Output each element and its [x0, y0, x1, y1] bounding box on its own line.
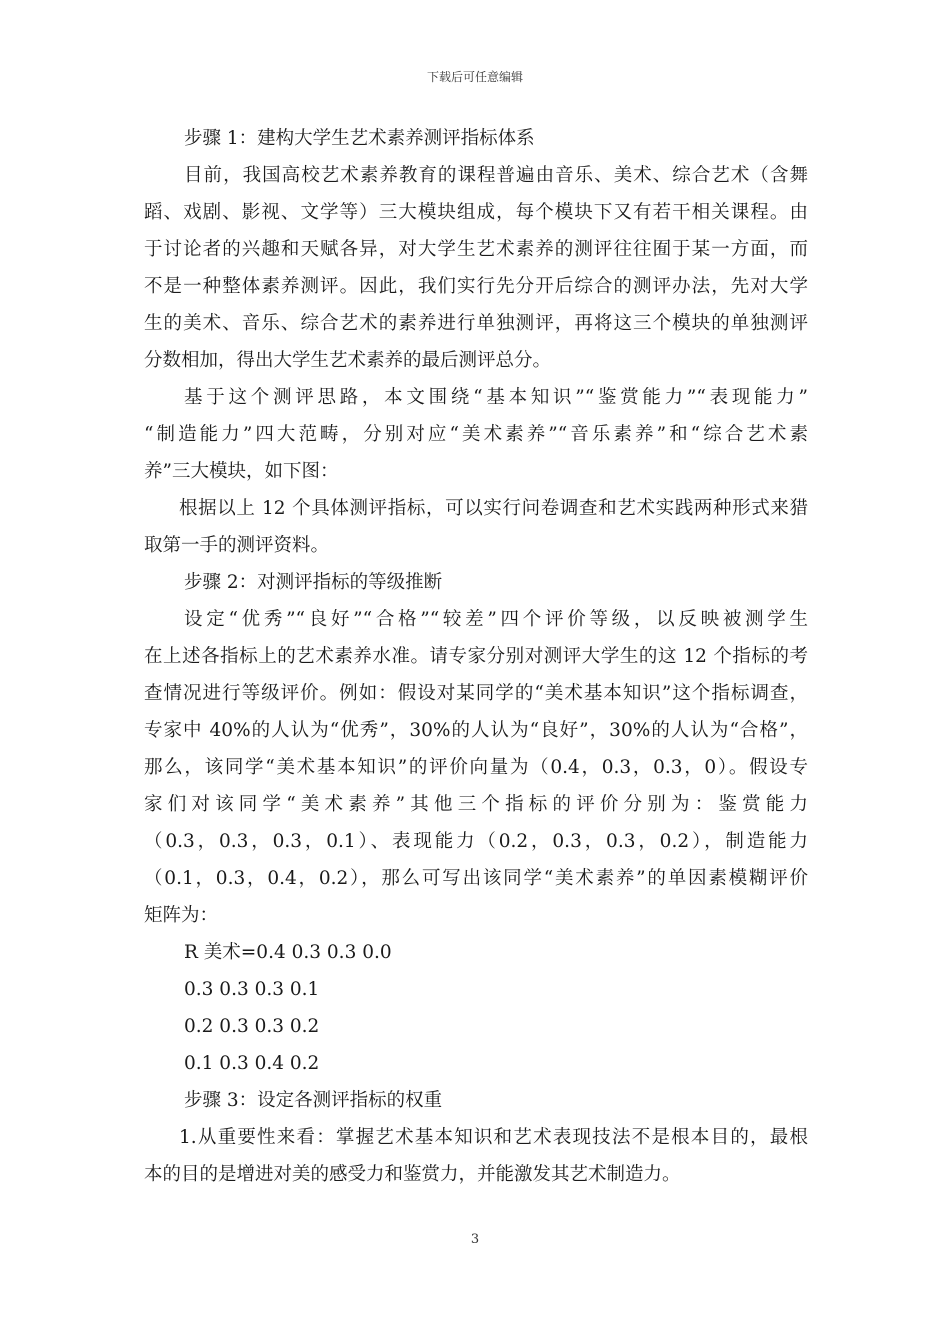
page-header-note: 下载后可任意编辑 — [426, 70, 523, 84]
matrix-row: R 美术=0.4 0.3 0.3 0.0 — [184, 942, 392, 963]
matrix-row: 0.3 0.3 0.3 0.1 — [184, 979, 320, 1000]
paragraph-line: 1.从重要性来看：掌握艺术基本知识和艺术表现技法不是根本目的，最根 — [179, 1127, 808, 1148]
page-number: 3 — [470, 1232, 480, 1247]
matrix-row: 0.2 0.3 0.3 0.2 — [184, 1016, 320, 1037]
matrix-row: 0.1 0.3 0.4 0.2 — [184, 1053, 320, 1074]
paragraph-line: 不是一种整体素养测评。因此，我们实行先分开后综合的测评办法，先对大学 — [144, 276, 808, 297]
paragraph-line: 生的美术、音乐、综合艺术的素养进行单独测评，再将这三个模块的单独测评 — [144, 313, 808, 334]
paragraph-line: 设定“优秀”“良好”“合格”“较差”四个评价等级，以反映被测学生 — [184, 609, 808, 630]
paragraph-line: 矩阵为： — [144, 905, 219, 926]
paragraph-line: （0.3，0.3，0.3，0.1）、表现能力（0.2，0.3，0.3，0.2），制造能力 — [144, 831, 808, 852]
paragraph-line: 在上述各指标上的艺术素养水准。请专家分别对测评大学生的这 12 个指标的考 — [144, 646, 808, 667]
paragraph-line: 查情况进行等级评价。例如：假设对某同学的“美术基本知识”这个指标调查， — [144, 683, 808, 704]
paragraph-line: 家们对该同学“美术素养”其他三个指标的评价分别为：鉴赏能力 — [144, 794, 808, 815]
paragraph-line: 根据以上 12 个具体测评指标，可以实行问卷调查和艺术实践两种形式来猎 — [179, 498, 808, 519]
document-body — [144, 120, 808, 1193]
step-2-heading: 步骤 2：对测评指标的等级推断 — [184, 572, 443, 593]
paragraph-line: 蹈、戏剧、影视、文学等）三大模块组成，每个模块下又有若干相关课程。由 — [144, 202, 808, 223]
step-1-heading: 步骤 1：建构大学生艺术素养测评指标体系 — [184, 128, 535, 149]
paragraph-line: 分数相加，得出大学生艺术素养的最后测评总分。 — [144, 350, 552, 371]
paragraph-line: 专家中 40%的人认为“优秀”，30%的人认为“良好”，30%的人认为“合格”， — [144, 720, 808, 741]
paragraph-line: 目前，我国高校艺术素养教育的课程普遍由音乐、美术、综合艺术（含舞 — [184, 165, 808, 186]
paragraph-line: 取第一手的测评资料。 — [144, 535, 330, 556]
paragraph-line: （0.1，0.3，0.4，0.2），那么可写出该同学“美术素养”的单因素模糊评价 — [144, 868, 808, 889]
paragraph-line: 养”三大模块，如下图： — [144, 461, 339, 482]
paragraph-line: 本的目的是增进对美的感受力和鉴赏力，并能激发其艺术制造力。 — [144, 1164, 681, 1185]
step-3-heading: 步骤 3：设定各测评指标的权重 — [184, 1090, 443, 1111]
paragraph-line: “制造能力”四大范畴，分别对应“美术素养”“音乐素养”和“综合艺术素 — [144, 424, 808, 445]
paragraph-line: 于讨论者的兴趣和天赋各异，对大学生艺术素养的测评往往囿于某一方面，而 — [144, 239, 808, 260]
paragraph-line: 基于这个测评思路，本文围绕“基本知识”“鉴赏能力”“表现能力” — [184, 387, 808, 408]
paragraph-line: 那么，该同学“美术基本知识”的评价向量为（0.4，0.3，0.3，0）。假设专 — [144, 757, 808, 778]
